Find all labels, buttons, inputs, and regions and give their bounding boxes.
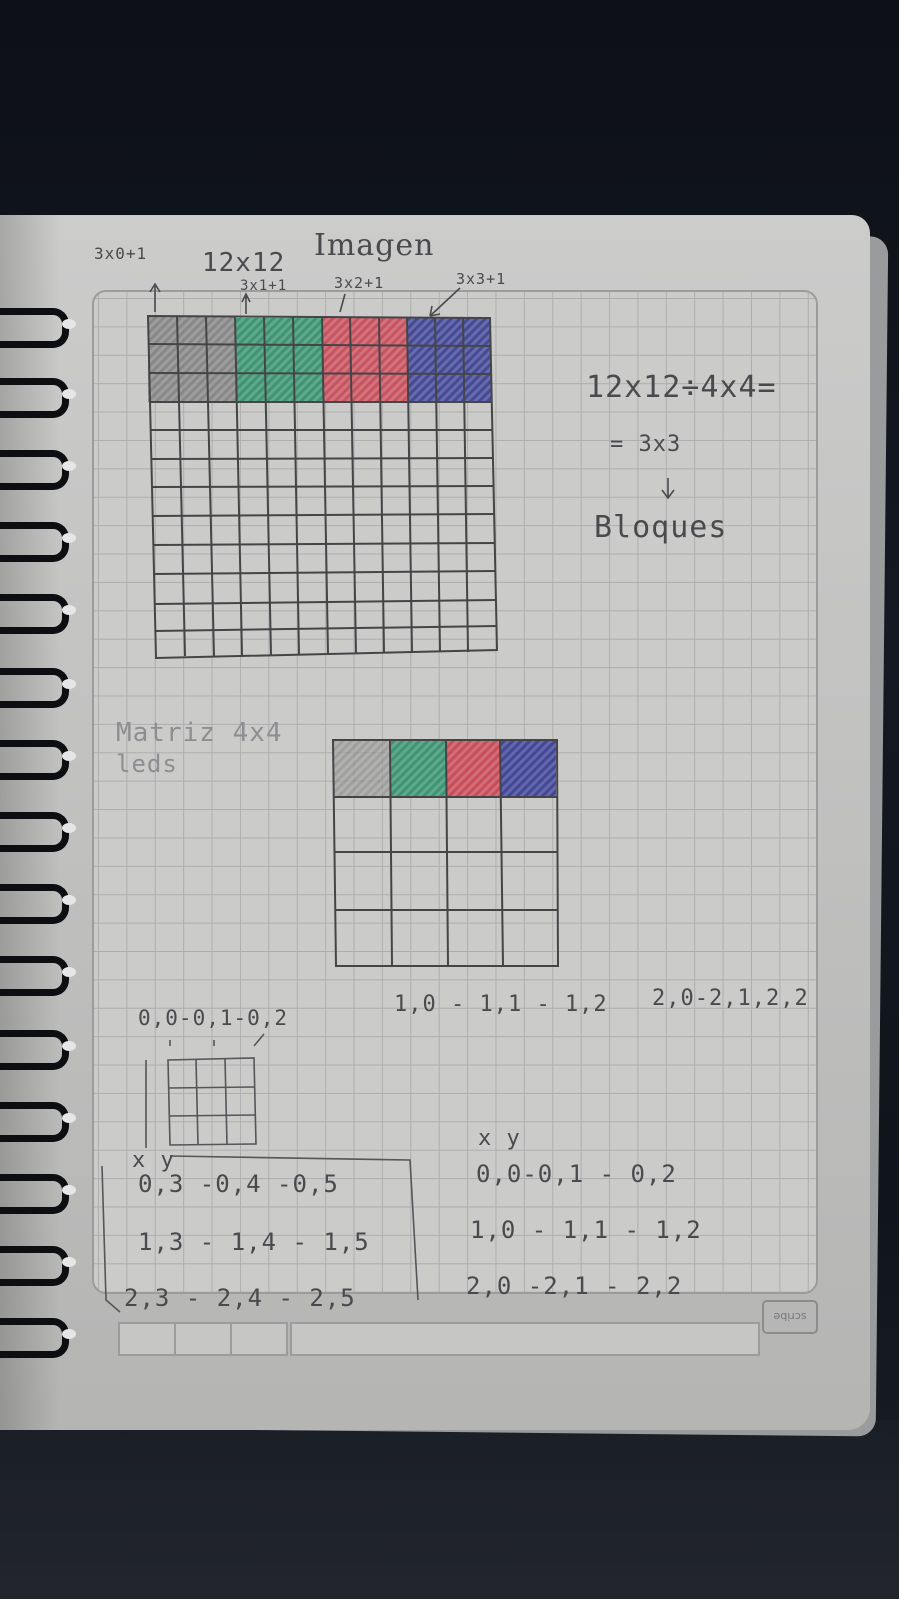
equation-line-2: = 3x3	[610, 432, 682, 457]
col-label-1: 3x1+1	[240, 278, 288, 294]
led-matrix-4x4	[333, 740, 558, 966]
formula-top-left: 3x0+1	[94, 244, 148, 263]
xy-left-header: x y	[132, 1148, 175, 1173]
small-3x3-grid	[146, 1034, 264, 1148]
left-list-1: 1,3 - 1,4 - 1,5	[138, 1228, 370, 1256]
footer-box-wide	[290, 1322, 760, 1356]
page-footer-boxes	[118, 1322, 818, 1358]
footer-box	[174, 1322, 232, 1356]
right-list-2: 2,0 -2,1 - 2,2	[466, 1272, 683, 1300]
image-12x12-colored-blocks	[148, 316, 491, 402]
col-label-2: 3x2+1	[334, 274, 385, 292]
right-list-1: 1,0 - 1,1 - 1,2	[470, 1216, 702, 1244]
matrix-label: Matriz 4x4	[116, 718, 283, 748]
equation-result: Bloques	[594, 510, 728, 545]
row-coords-1: 1,0 - 1,1 - 1,2	[394, 992, 608, 1017]
image-title: Imagen	[314, 228, 435, 263]
footer-box	[230, 1322, 288, 1356]
matrix-label-leds: leds	[116, 750, 178, 778]
left-list-2: 2,3 - 2,4 - 2,5	[124, 1284, 356, 1312]
row-coords-0: 0,0-0,1-0,2	[138, 1006, 289, 1030]
xy-right-header: x y	[478, 1126, 521, 1151]
brand-logo: scribe	[762, 1300, 818, 1334]
left-list-0: 0,3 -0,4 -0,5	[138, 1170, 339, 1198]
row-coords-2: 2,0-2,1,2,2	[652, 986, 809, 1011]
col-label-3: 3x3+1	[456, 270, 507, 288]
equation-line-1: 12x12÷4x4=	[586, 370, 777, 405]
right-list-0: 0,0-0,1 - 0,2	[476, 1160, 677, 1188]
image-size-title: 12x12	[202, 248, 286, 278]
footer-box	[118, 1322, 176, 1356]
